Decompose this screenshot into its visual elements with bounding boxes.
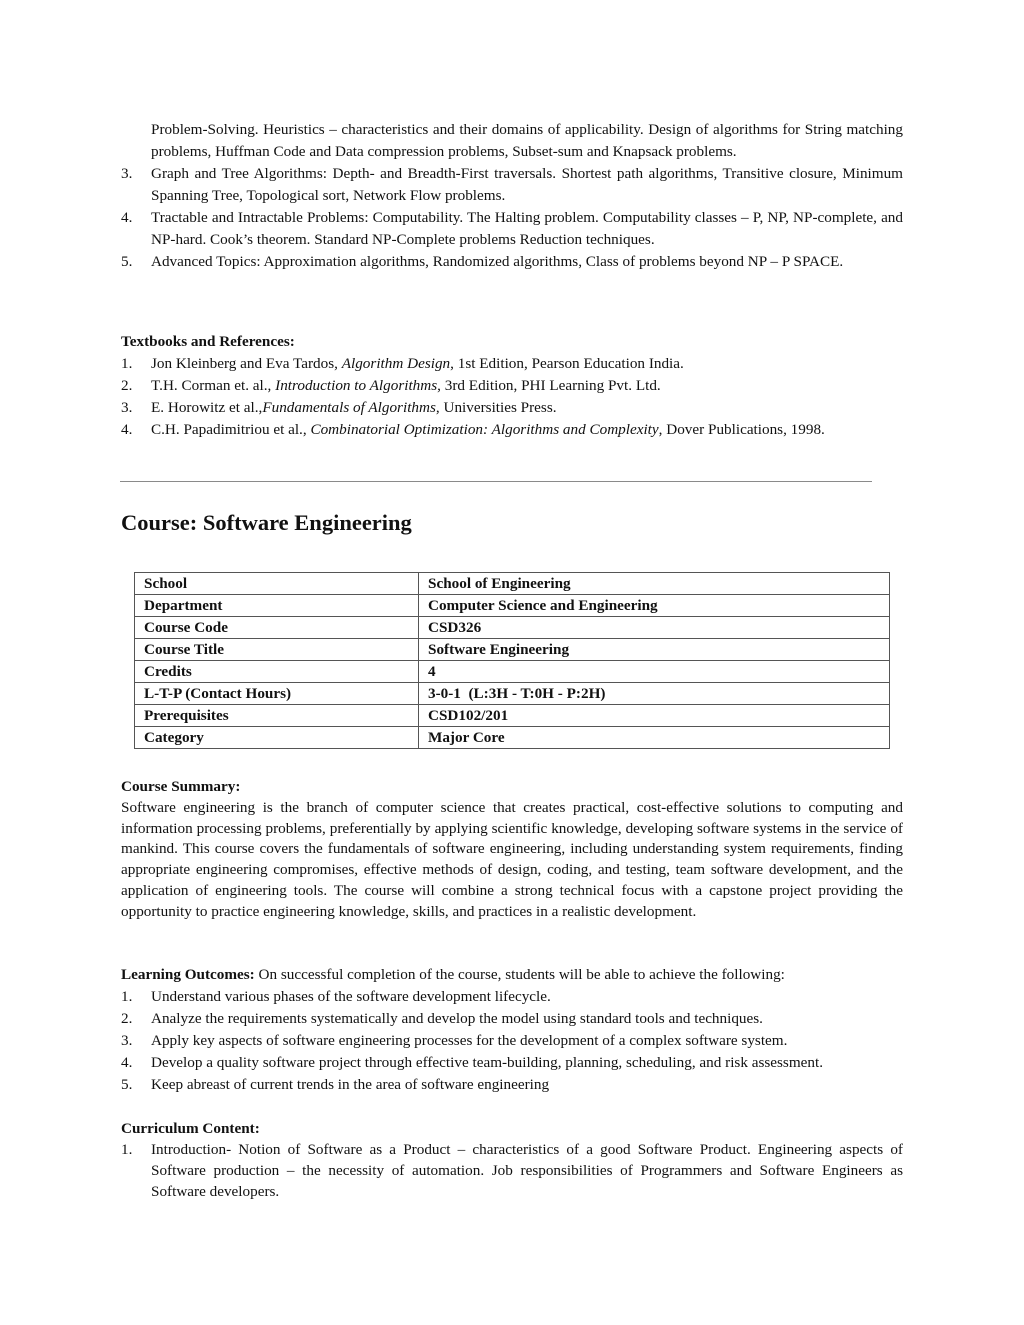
list-text: Advanced Topics: Approximation algorithms, Randomized algorithms, Class of problems beyond NP – P SPACE. xyxy=(151,253,844,270)
reference-publisher: , 1st Edition, Pearson Education India. xyxy=(450,355,684,372)
list-item xyxy=(121,163,903,207)
reference-authors: T.H. Corman et. al., xyxy=(151,377,276,394)
curriculum-item xyxy=(121,1139,903,1202)
outcome-item xyxy=(121,1052,903,1074)
table-value: Computer Science and Engineering xyxy=(419,595,890,617)
list-number: 4. xyxy=(121,209,133,226)
table-row xyxy=(135,639,890,661)
table-value: CSD102/201 xyxy=(419,705,890,727)
table-row xyxy=(135,727,890,749)
reference-title: Introduction to Algorithms xyxy=(275,377,438,394)
textbooks-list xyxy=(121,353,903,441)
table-key: Prerequisites xyxy=(135,705,419,727)
table-value: CSD326 xyxy=(419,617,890,639)
reference-title: Algorithm Design xyxy=(341,355,451,372)
outcome-text: Develop a quality software project through effective team-building, planning, scheduling, and risk assessment. xyxy=(151,1054,824,1071)
outcome-item xyxy=(121,1008,903,1030)
curriculum-list xyxy=(121,1139,903,1202)
table-key: L-T-P (Contact Hours) xyxy=(135,683,419,705)
course-info-table xyxy=(134,572,890,749)
table-value: 4 xyxy=(419,661,890,683)
reference-authors: C.H. Papadimitriou et al., xyxy=(151,421,311,438)
curriculum-text: Introduction- Notion of Software as a Product – characteristics of a good Software Product. Engineering aspects of Software production – the necessity of automation. Job responsibilities of Programmers and Software Engineers as Software developers. xyxy=(151,1141,903,1200)
course-summary-section xyxy=(121,777,903,923)
reference-authors: E. Horowitz et al., xyxy=(151,399,263,416)
textbooks-heading: Textbooks and References: xyxy=(121,333,295,350)
reference-item xyxy=(121,375,903,397)
reference-title: Combinatorial Optimization: Algorithms and Complexity xyxy=(310,421,659,438)
learning-outcomes-heading: Learning Outcomes: xyxy=(121,966,255,983)
textbooks-section xyxy=(121,331,903,441)
reference-item xyxy=(121,353,903,375)
course-summary-heading: Course Summary: xyxy=(121,778,241,795)
reference-publisher: , 3rd Edition, PHI Learning Pvt. Ltd. xyxy=(437,377,661,394)
outcome-text: Apply key aspects of software engineering processes for the development of a complex software system. xyxy=(151,1032,788,1049)
list-number: 5. xyxy=(121,1076,133,1093)
table-value: Major Core xyxy=(419,727,890,749)
outcome-item xyxy=(121,986,903,1008)
table-row xyxy=(135,661,890,683)
reference-publisher: , Universities Press. xyxy=(435,399,557,416)
course-title: Course: Software Engineering xyxy=(121,510,412,535)
reference-publisher: , Dover Publications, 1998. xyxy=(658,421,825,438)
table-value: 3-0-1 (L:3H - T:0H - P:2H) xyxy=(419,683,890,705)
list-number: 2. xyxy=(121,377,133,394)
list-number: 3. xyxy=(121,165,133,182)
reference-authors: Jon Kleinberg and Eva Tardos, xyxy=(151,355,342,372)
list-number: 4. xyxy=(121,421,133,438)
outcome-text: Understand various phases of the software development lifecycle. xyxy=(151,988,551,1005)
table-value: School of Engineering xyxy=(419,573,890,595)
table-row xyxy=(135,705,890,727)
list-number: 2. xyxy=(121,1010,133,1027)
outcome-item xyxy=(121,1074,903,1096)
list-text: Tractable and Intractable Problems: Computability. The Halting problem. Computability classes – P, NP, NP-complete, and NP-hard. Cook’s theorem. Standard NP-Complete problems Reduction techniques. xyxy=(151,209,903,248)
course-summary-text: Software engineering is the branch of computer science that creates practical, cost-effective solutions to computing and information processing problems, preferentially by applying scientific knowledge, developing software systems in the service of mankind. This course covers the fundamentals of software engineering, including understanding system requirements, finding appropriate engineering compromises, effective methods of design, coding, and testing, team software development, and the application of engineering tools. The course will combine a strong technical focus with a capstone project providing the opportunity to practice engineering knowledge, skills, and practices in a realistic development. xyxy=(121,798,903,920)
table-row xyxy=(135,617,890,639)
list-number: 4. xyxy=(121,1054,133,1071)
table-key: Department xyxy=(135,595,419,617)
learning-outcomes-section xyxy=(121,964,903,1096)
curriculum-item-2-continuation: Problem-Solving. Heuristics – characteristics and their domains of applicability. Design of algorithms for String matching problems, Huffman Code and Data compression problems, Subset-sum and Knapsack problems. xyxy=(151,121,903,160)
table-key: Course Code xyxy=(135,617,419,639)
outcome-text: Analyze the requirements systematically and develop the model using standard tools and techniques. xyxy=(151,1010,763,1027)
reference-title: Fundamentals of Algorithms xyxy=(262,399,436,416)
table-key: Category xyxy=(135,727,419,749)
list-number: 1. xyxy=(121,988,133,1005)
list-item xyxy=(121,251,903,273)
reference-item xyxy=(121,397,903,419)
list-number: 1. xyxy=(121,1141,133,1158)
list-number: 1. xyxy=(121,355,133,372)
curriculum-heading: Curriculum Content: xyxy=(121,1120,260,1137)
table-key: Credits xyxy=(135,661,419,683)
outcome-text: Keep abreast of current trends in the area of software engineering xyxy=(151,1076,550,1093)
table-value: Software Engineering xyxy=(419,639,890,661)
previous-curriculum-continuation xyxy=(121,119,903,273)
learning-outcomes-list xyxy=(121,986,903,1096)
list-number: 3. xyxy=(121,1032,133,1049)
table-row xyxy=(135,683,890,705)
table-row xyxy=(135,595,890,617)
table-key: School xyxy=(135,573,419,595)
list-item xyxy=(121,207,903,251)
learning-outcomes-intro: On successful completion of the course, students will be able to achieve the following: xyxy=(254,966,785,983)
section-divider xyxy=(120,481,872,482)
curriculum-section xyxy=(121,1118,903,1202)
list-number: 3. xyxy=(121,399,133,416)
table-row xyxy=(135,573,890,595)
list-text: Graph and Tree Algorithms: Depth- and Breadth-First traversals. Shortest path algorithms, Transitive closure, Minimum Spanning Tree, Topological sort, Network Flow problems. xyxy=(151,165,903,204)
learning-outcomes-intro-line xyxy=(121,964,903,986)
list-number: 5. xyxy=(121,253,133,270)
outcome-item xyxy=(121,1030,903,1052)
reference-item xyxy=(121,419,903,441)
previous-curriculum-list xyxy=(121,163,903,273)
table-key: Course Title xyxy=(135,639,419,661)
